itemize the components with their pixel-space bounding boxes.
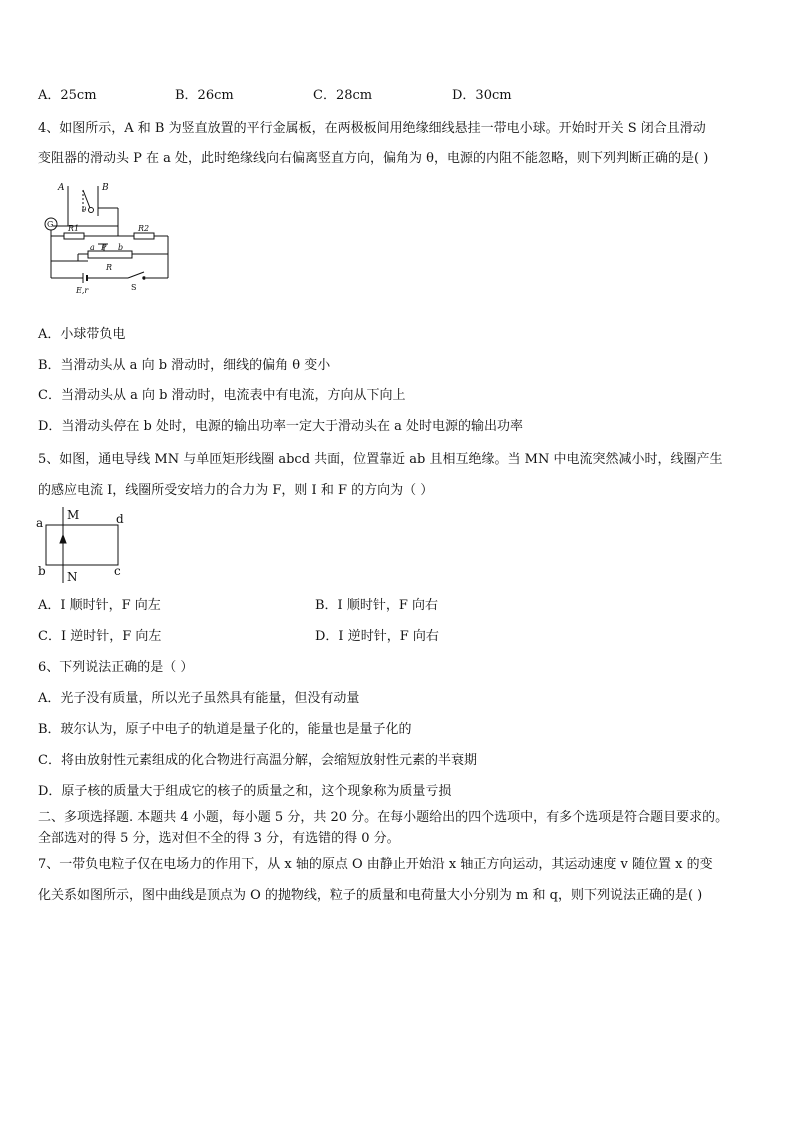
label-c: c [114, 564, 121, 578]
q7-stem-line2: 化关系如图所示，图中曲线是顶点为 O 的抛物线，粒子的质量和电荷量大小分别为 m 和 q，则下列说法正确的是( ) [38, 888, 703, 903]
q4-option-d: D．当滑动头停在 b 处时，电源的输出功率一定大于滑动头在 a 处时电源的输出功率 [38, 419, 524, 434]
label-p: P [101, 243, 107, 252]
label-plate-a: A [58, 183, 65, 193]
label-a: a [36, 516, 44, 530]
section2-line2: 全部选对的得 5 分，选对但不全的得 3 分，有选错的得 0 分。 [38, 831, 400, 846]
label-source: E,r [76, 286, 89, 295]
q5-option-d: D．I 逆时针，F 向右 [315, 629, 439, 644]
q4-circuit-diagram [38, 178, 188, 298]
q5-stem-line2: 的感应电流 I，线圈所受安培力的合力为 F，则 I 和 F 的方向为（ ） [38, 483, 434, 498]
label-m: M [67, 508, 80, 522]
label-plate-b: B [102, 183, 109, 193]
label-b: b [38, 564, 46, 578]
q4-option-a: A．小球带负电 [38, 327, 126, 342]
q6-stem: 6、下列说法正确的是（ ） [38, 660, 194, 675]
q6-option-d: D．原子核的质量大于组成它的核子的质量之和，这个现象称为质量亏损 [38, 784, 452, 799]
q3-option-c: C．28cm [313, 88, 373, 103]
q4-option-b: B．当滑动头从 a 向 b 滑动时，细线的偏角 θ 变小 [38, 358, 331, 373]
q3-option-a: A．25cm [38, 88, 97, 103]
q5-coil-diagram [36, 507, 131, 585]
label-r: R [106, 263, 113, 272]
label-d: d [116, 512, 124, 526]
label-theta: θ [82, 206, 87, 214]
q5-option-a: A．I 顺时针，F 向左 [38, 598, 161, 613]
q6-option-b: B．玻尔认为，原子中电子的轨道是量子化的，能量也是量子化的 [38, 722, 412, 737]
q5-option-c: C．I 逆时针，F 向左 [38, 629, 162, 644]
q4-stem-line2: 变阻器的滑动头 P 在 a 处，此时绝缘线向右偏离竖直方向，偏角为 θ，电源的内阻不能忽略，则下列判断正确的是( ) [38, 151, 709, 166]
label-a: a [90, 243, 95, 252]
q7-stem-line1: 7、一带负电粒子仅在电场力的作用下，从 x 轴的原点 O 由静止开始沿 x 轴正方向运动，其运动速度 v 随位置 x 的变 [38, 857, 713, 872]
label-galvanometer: G [47, 220, 54, 229]
label-n: N [67, 570, 78, 584]
label-switch: S [131, 283, 137, 292]
q5-stem-line1: 5、如图，通电导线 MN 与单匝矩形线圈 abcd 共面，位置靠近 ab 且相互绝缘。当 MN 中电流突然减小时，线圈产生 [38, 452, 723, 467]
label-r1: R1 [68, 224, 80, 233]
q4-option-c: C．当滑动头从 a 向 b 滑动时，电流表中有电流，方向从下向上 [38, 388, 406, 403]
label-r2: R2 [138, 224, 150, 233]
q4-stem-line1: 4、如图所示，A 和 B 为竖直放置的平行金属板，在两极板间用绝缘细线悬挂一带电小球。开始时开关 S 闭合且滑动 [38, 121, 706, 136]
section2-line1: 二、多项选择题. 本题共 4 小题，每小题 5 分，共 20 分。在每小题给出的四个选项中，有多个选项是符合题目要求的。 [38, 810, 729, 825]
q6-option-a: A．光子没有质量，所以光子虽然具有能量，但没有动量 [38, 691, 360, 706]
q3-option-b: B．26cm [175, 88, 234, 103]
q5-option-b: B．I 顺时针，F 向右 [315, 598, 438, 613]
q3-option-d: D．30cm [452, 88, 512, 103]
label-b: b [118, 243, 124, 252]
q6-option-c: C．将由放射性元素组成的化合物进行高温分解，会缩短放射性元素的半衰期 [38, 753, 477, 768]
